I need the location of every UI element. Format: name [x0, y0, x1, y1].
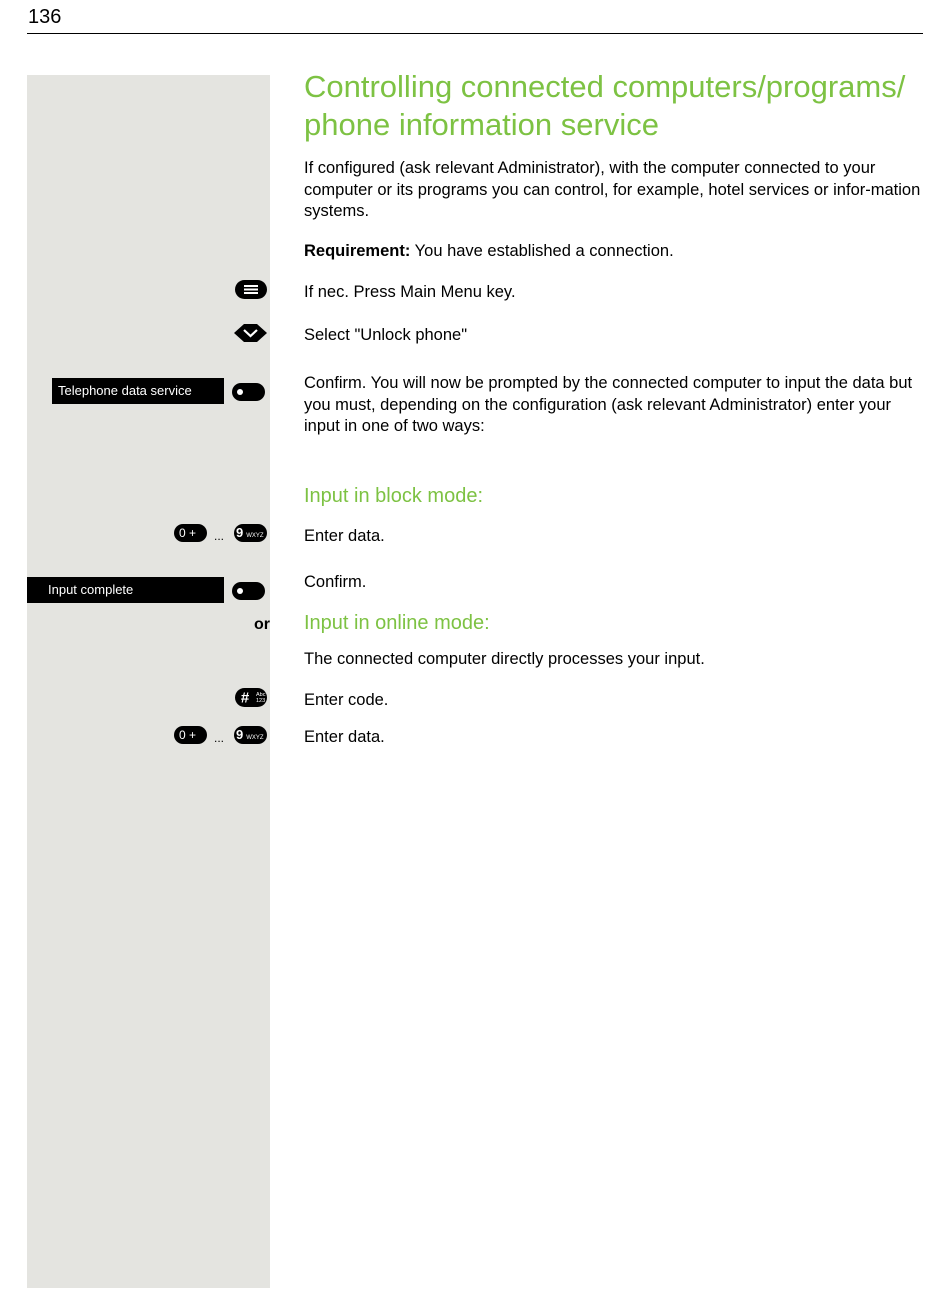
page-title	[304, 68, 934, 144]
online-mode-text: The connected computer directly processes your input.	[304, 650, 705, 668]
step-enter-code: Enter code.	[304, 691, 389, 709]
page-title-line-1: Controlling connected computers/programs/	[304, 69, 906, 104]
menu-key-icon	[235, 280, 267, 304]
sidebar-column	[27, 75, 270, 1288]
or-label: or	[254, 616, 270, 633]
header-rule	[27, 33, 923, 34]
hash-key-letters-bottom: 123	[256, 698, 266, 704]
page-title-line-2: phone information service	[304, 107, 659, 142]
navigation-key-icon	[234, 323, 267, 348]
step-enter-data-online: Enter data.	[304, 728, 385, 746]
softkey-input-complete[interactable]: Input complete	[27, 577, 224, 603]
step-enter-data-block: Enter data.	[304, 527, 385, 545]
requirement-paragraph	[304, 241, 924, 263]
ellipsis: ...	[214, 529, 225, 543]
step-confirm-long: Confirm. You will now be prompted by the connected computer to input the data but you must, depending on the configuration (ask relevant Administrator) enter your input in one of two ways:	[304, 374, 913, 435]
nine-key-letters: WXYZ	[246, 735, 264, 741]
step-main-menu: If nec. Press Main Menu key.	[304, 283, 516, 301]
nine-key-icon	[234, 726, 267, 744]
step-confirm-short: Confirm.	[304, 573, 367, 591]
confirm-key-icon	[232, 383, 265, 401]
requirement-text: You have established a connection.	[410, 242, 674, 260]
ellipsis: ...	[214, 731, 225, 745]
heading-online-mode: Input in online mode:	[304, 612, 490, 634]
page-number: 136	[28, 6, 62, 28]
confirm-key-icon	[232, 582, 265, 600]
nine-key-letters: WXYZ	[246, 533, 264, 539]
svg-text:#: #	[240, 689, 250, 707]
softkey-telephone-data-service[interactable]: Telephone data service	[52, 378, 224, 404]
nine-key-digit: 9	[236, 727, 244, 742]
nine-key-icon	[234, 524, 267, 542]
nine-key-digit: 9	[236, 525, 244, 540]
requirement-label: Requirement:	[304, 242, 411, 260]
heading-block-mode: Input in block mode:	[304, 485, 483, 507]
zero-key-icon: 0 +	[174, 726, 207, 744]
hash-key-letters-top: Abc	[256, 692, 266, 698]
intro-paragraph: If configured (ask relevant Administrator), with the computer connected to your computer or its programs you can control, for example, hotel services or infor-mation systems.	[304, 159, 921, 220]
step-select: Select "Unlock phone"	[304, 326, 468, 344]
hash-key-icon	[235, 688, 267, 712]
zero-key-icon: 0 +	[174, 524, 207, 542]
